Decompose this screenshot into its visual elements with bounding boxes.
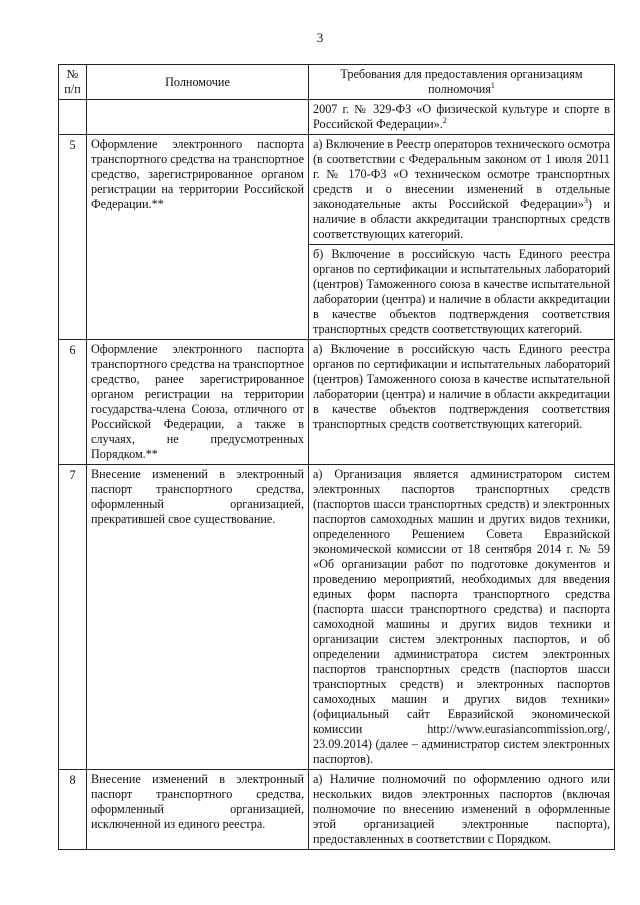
requirement-item [309, 244, 614, 339]
row-number: 5 [59, 135, 87, 340]
requirements-cell [309, 340, 615, 465]
requirements-label: Требования для предоставления организациям полномочия [340, 67, 583, 96]
footnote-marker: 2 [442, 115, 447, 125]
column-header-requirements [309, 65, 615, 100]
requirement-text: б) Включение в российскую часть Единого реестра органов по сертификации и испытательных лабораторий (центров) Таможенного союза в качестве испытательной лаборатории (центра) и наличие в области аккредитации в качестве объектов подтверждения соответствия транспортных средств соответствующих категорий. [313, 247, 610, 336]
row-number: 7 [59, 465, 87, 770]
continuation-authority-cell [87, 100, 309, 135]
row-number: 8 [59, 770, 87, 850]
table-row [59, 340, 615, 465]
continuation-requirements-cell [309, 100, 615, 135]
requirements-cell [309, 465, 615, 770]
page-number: 3 [316, 30, 324, 45]
requirement-text: а) Включение в российскую часть Единого реестра органов по сертификации и испытательных лабораторий (центров) Таможенного союза в качестве испытательной лаборатории (центра) и наличие в области аккредитации в качестве объектов подтверждения соответствия транспортных средств соответствующих категорий. [313, 342, 610, 431]
requirement-item [309, 770, 614, 849]
table-row [59, 135, 615, 340]
continuation-number-cell [59, 100, 87, 135]
requirement-item [309, 465, 614, 769]
table-row [59, 465, 615, 770]
authority-text: Внесение изменений в электронный паспорт транспортного средства, оформленный организацией, исключенной из единого реестра. [87, 770, 309, 850]
requirements-cell [309, 135, 615, 340]
authority-text: Оформление электронного паспорта транспортного средства на транспортное средство, ранее зарегистрированное органом регистрации на территории государства-члена Союза, отличного от Российской Федерации, а также в случаях, не предусмотренных Порядком.** [87, 340, 309, 465]
row-number: 6 [59, 340, 87, 465]
requirements-cell [309, 770, 615, 850]
table-header-row [59, 65, 615, 100]
requirement-text: а) Наличие полномочий по оформлению одного или нескольких видов электронных паспортов (включая полномочие по внесению изменений в оформленные этой организацией электронные паспорта), предоставленных в соответствии с Порядком. [313, 772, 610, 846]
requirement-text-continued: ) и наличие в области аккредитации транспортных средств соответствующих категорий. [313, 197, 610, 241]
table-row-continuation [59, 100, 615, 135]
requirement-item [309, 135, 614, 244]
continuation-text: 2007 г. № 329-ФЗ «О физической культуре и спорте в Российской Федерации». [313, 102, 610, 131]
requirement-text: а) Включение в Реестр операторов технического осмотра (в соответствии с Федеральным законом от 1 июля 2011 г. № 170-ФЗ «О техническом осмотре транспортных средств и о внесении изменений в отдельные законодательные акты Российской Федерации» [313, 137, 610, 211]
table-row [59, 770, 615, 850]
column-header-number [59, 65, 87, 100]
authority-text: Внесение изменений в электронный паспорт транспортного средства, оформленный организацией, прекратившей свое существование. [87, 465, 309, 770]
column-header-authority: Полномочие [87, 65, 309, 100]
requirement-item [309, 340, 614, 434]
number-label-bottom: п/п [64, 82, 81, 96]
requirement-text: а) Организация является администратором систем электронных паспортов транспортных средств (паспортов шасси транспортных средств) и электронных паспортов самоходных машин и других видов техники, определенного Решением Совета Евразийской экономической комиссии от 18 сентября 2014 г. № 59 «Об организации работ по подготовке документов и проведению мероприятий, необходимых для введения единых форм паспорта транспортного средства (паспорта шасси транспортного средства) и паспорта самоходной машины и других видов техники и организации систем электронных паспортов, и об определении администратора систем электронных паспортов транспортных средств (паспортов шасси транспортных средств) и электронных паспортов самоходных машин и других видов техники» (официальный сайт Евразийской экономической комиссии http://www.eurasiancommission.org/, 23.09.2014) (далее – администратор систем электронных паспортов). [313, 467, 610, 766]
footnote-marker: 1 [490, 80, 495, 90]
authorities-table [58, 64, 615, 850]
authority-text: Оформление электронного паспорта транспортного средства на транспортное средство, зарегистрированное органом регистрации на территории Российской Федерации.** [87, 135, 309, 340]
number-label-top: № [66, 67, 79, 81]
footnote-marker: 3 [583, 195, 588, 205]
